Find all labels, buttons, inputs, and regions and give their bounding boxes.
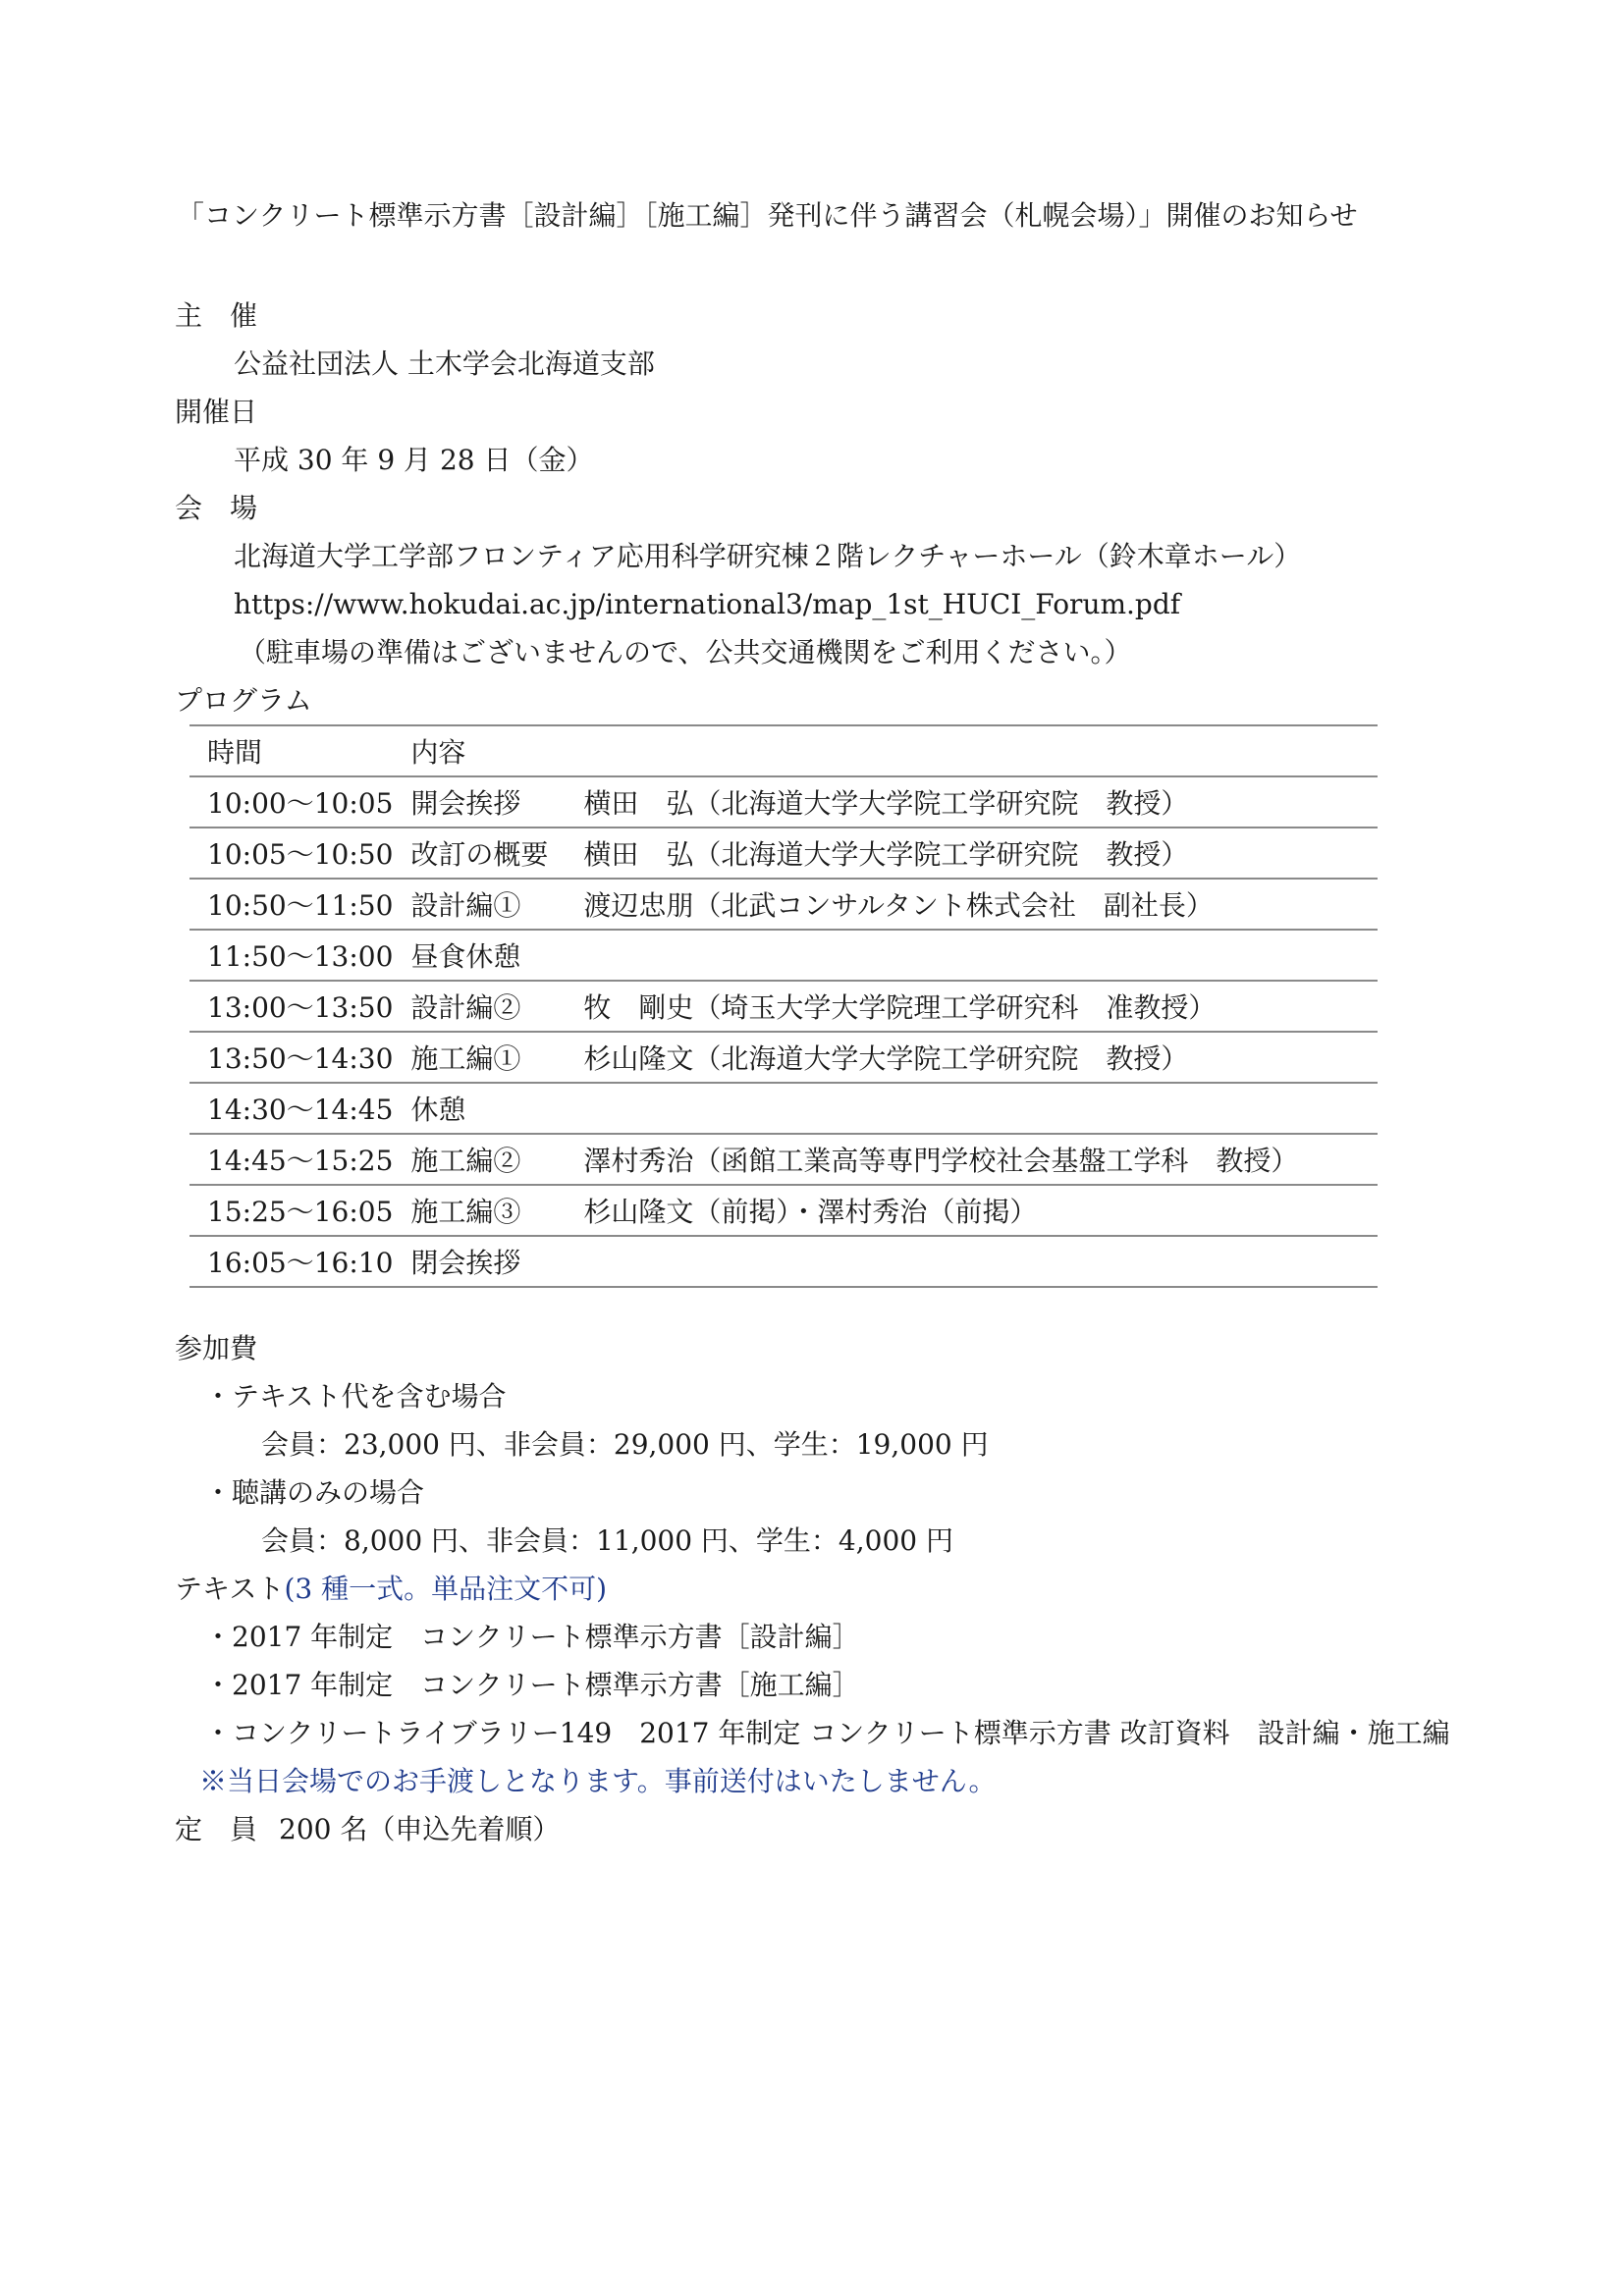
header-session-cell: 内容: [393, 725, 566, 776]
organizer-value: 公益社団法人 土木学会北海道支部: [234, 347, 655, 380]
text-item-construction: ・2017 年制定 コンクリート標準示方書［施工編］: [204, 1669, 860, 1701]
texts-label: [175, 1570, 607, 1609]
speaker-cell: 渡辺忠朋（北武コンサルタント株式会社 副社長）: [566, 879, 1378, 930]
fee-lecture-only-value: 会員：8,000 円、非会員：11,000 円、学生：4,000 円: [261, 1524, 953, 1557]
venue-label: 会 場: [175, 492, 258, 524]
time-cell: 13:50～14:30: [189, 1032, 393, 1083]
session-cell: 改訂の概要: [393, 828, 566, 879]
time-cell: 14:30～14:45: [189, 1083, 393, 1134]
time-cell: 10:05～10:50: [189, 828, 393, 879]
header-time-cell: 時間: [189, 725, 393, 776]
venue-name: 北海道大学工学部フロンティア応用科学研究棟２階レクチャーホール（鈴木章ホール）: [234, 540, 1302, 572]
session-cell: 閉会挨拶: [393, 1236, 566, 1287]
fee-lecture-only-label: ・聴講のみの場合: [204, 1476, 425, 1509]
date-value: 平成 30 年 9 月 28 日（金）: [234, 444, 594, 476]
table-row: [189, 1083, 1378, 1134]
organizer-label: 主 催: [175, 299, 258, 332]
fee-with-text-value: 会員：23,000 円、非会員：29,000 円、学生：19,000 円: [261, 1428, 989, 1461]
speaker-cell: 杉山隆文（北海道大学大学院工学研究院 教授）: [566, 1032, 1378, 1083]
program-table-header: [189, 725, 1378, 776]
capacity-line: [175, 1810, 560, 1849]
fee-with-text-label: ・テキスト代を含む場合: [204, 1380, 507, 1413]
speaker-cell: 横田 弘（北海道大学大学院工学研究院 教授）: [566, 776, 1378, 828]
time-cell: 14:45～15:25: [189, 1134, 393, 1185]
time-cell: 10:50～11:50: [189, 879, 393, 930]
session-cell: 休憩: [393, 1083, 566, 1134]
time-cell: 15:25～16:05: [189, 1185, 393, 1236]
table-row: [189, 1185, 1378, 1236]
table-row: [189, 981, 1378, 1032]
speaker-cell: 横田 弘（北海道大学大学院工学研究院 教授）: [566, 828, 1378, 879]
table-row: [189, 1236, 1378, 1287]
session-cell: 設計編②: [393, 981, 566, 1032]
program-table: [189, 724, 1378, 1288]
document-title: 「コンクリート標準示方書［設計編］［施工編］発刊に伴う講習会（札幌会場）」開催のお知らせ: [177, 199, 1358, 232]
table-row: [189, 879, 1378, 930]
header-speaker-cell: [566, 725, 1378, 776]
time-cell: 13:00～13:50: [189, 981, 393, 1032]
session-cell: 設計編①: [393, 879, 566, 930]
texts-delivery-note: ※当日会場でのお手渡しとなります。事前送付はいたしません。: [199, 1765, 997, 1797]
table-row: [189, 930, 1378, 981]
speaker-cell: 牧 剛史（埼玉大学大学院理工学研究科 准教授）: [566, 981, 1378, 1032]
session-cell: 施工編③: [393, 1185, 566, 1236]
text-item-design: ・2017 年制定 コンクリート標準示方書［設計編］: [204, 1621, 860, 1653]
table-row: [189, 1134, 1378, 1185]
fees-label: 参加費: [175, 1332, 258, 1364]
speaker-cell: [566, 1236, 1378, 1287]
session-cell: 開会挨拶: [393, 776, 566, 828]
speaker-cell: 澤村秀治（函館工業高等専門学校社会基盤工学科 教授）: [566, 1134, 1378, 1185]
program-label: プログラム: [175, 684, 312, 717]
text-item-library: ・コンクリートライブラリー149 2017 年制定 コンクリート標準示方書 改訂資料 設計編・施工編: [204, 1717, 1450, 1749]
capacity-value: 200 名（申込先着順）: [279, 1813, 561, 1845]
session-cell: 施工編②: [393, 1134, 566, 1185]
speaker-cell: [566, 930, 1378, 981]
session-cell: 施工編①: [393, 1032, 566, 1083]
session-cell: 昼食休憩: [393, 930, 566, 981]
table-row: [189, 776, 1378, 828]
time-cell: 11:50～13:00: [189, 930, 393, 981]
texts-label-prefix: テキスト: [175, 1573, 285, 1605]
speaker-cell: [566, 1083, 1378, 1134]
time-cell: 16:05～16:10: [189, 1236, 393, 1287]
speaker-cell: 杉山隆文（前掲）・澤村秀治（前掲）: [566, 1185, 1378, 1236]
capacity-label: 定 員: [175, 1813, 258, 1845]
date-label: 開催日: [175, 396, 258, 428]
time-cell: 10:00～10:05: [189, 776, 393, 828]
texts-label-note: (3 種一式。単品注文不可): [284, 1573, 608, 1605]
venue-url-link[interactable]: https://www.hokudai.ac.jp/international3/map_1st_HUCI_Forum.pdf: [234, 588, 1181, 620]
parking-note: （駐車場の準備はございませんので、公共交通機関をご利用ください。）: [239, 636, 1132, 668]
table-row: [189, 1032, 1378, 1083]
table-row: [189, 828, 1378, 879]
